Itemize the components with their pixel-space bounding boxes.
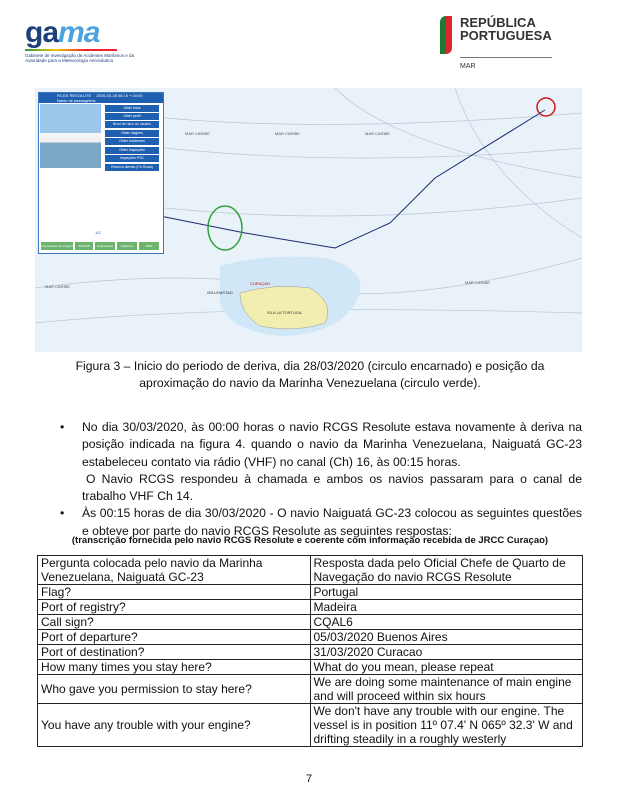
table-row: [38, 645, 583, 660]
answer-cell: Portugal: [310, 585, 583, 600]
panel-button[interactable]: Obter viagens: [105, 130, 159, 137]
vessel-type: Navio de passageiros: [57, 98, 96, 103]
map-label: MAR CARIBE: [45, 284, 70, 289]
header-cell: Resposta dada pelo Oficial Chefe de Quarto de Navegação do navio RCGS Resolute: [310, 556, 583, 585]
panel-button[interactable]: Obter incidentes: [105, 138, 159, 145]
answer-cell: We don't have any trouble with our engine. The vessel is in position 11º 07.4' N 065º 32.3' W and drifting steadily in a roughly westerly: [310, 704, 583, 747]
map-label: ISLA LA TORTUGA: [267, 310, 302, 315]
table-row: [38, 615, 583, 630]
question-cell: Who gave you permission to stay here?: [38, 675, 311, 704]
republic-line2: PORTUGUESA: [460, 28, 552, 43]
table-row: [38, 704, 583, 747]
transcription-note: (transcrição fornecida pelo navio RCGS Resolute e coerente com informação recebida de JRCC Curaçao): [71, 535, 549, 546]
table-row: [38, 630, 583, 645]
table-row: [38, 600, 583, 615]
bullet-list: [60, 419, 582, 540]
bottom-button[interactable]: SIGMAR: [75, 242, 93, 250]
question-cell: Port of departure?: [38, 630, 311, 645]
divider: [460, 57, 552, 58]
panel-button[interactable]: Inspeções PSC: [105, 155, 159, 162]
bottom-button[interactable]: Informações de Viagem: [41, 244, 73, 248]
panel-button[interactable]: Nível de risco do usuário: [105, 121, 159, 128]
answer-cell: Madeira: [310, 600, 583, 615]
republic-line1: REPÚBLICA: [460, 15, 536, 30]
bottom-button[interactable]: RMS: [139, 242, 159, 250]
red-circle-drift-start: [537, 98, 555, 116]
answer-cell: 05/03/2020 Buenos Aires: [310, 630, 583, 645]
question-cell: Flag?: [38, 585, 311, 600]
page-number: 7: [305, 773, 313, 785]
map-label: MAR CARIBE: [275, 131, 300, 136]
question-cell: Port of registry?: [38, 600, 311, 615]
map-label: MAR CARIBE: [465, 280, 490, 285]
answer-cell: 31/03/2020 Curacao: [310, 645, 583, 660]
panel-button[interactable]: Resolva alertas (Ch Rosal): [105, 164, 159, 171]
figure-caption: Figura 3 – Inicio do periodo de deriva, dia 28/03/2020 (circulo encarnado) e posição da aproximação do navio da Marinha Venezuelana (circulo verde).: [75, 359, 545, 390]
gama-subtitle: Gabinete de Investigação de Acidentes Marítimos e da Autoridade para a Meteorologia Aeronáutica: [25, 53, 135, 63]
answer-cell: CQAL6: [310, 615, 583, 630]
map-label: MAR CARIBE: [185, 131, 210, 136]
coat-of-arms-icon: [440, 16, 452, 54]
bottom-button[interactable]: Vigilância: [117, 242, 137, 250]
table-row: [38, 675, 583, 704]
map-label: MAR CARIBE: [365, 131, 390, 136]
table-row: [38, 660, 583, 675]
answer-cell: What do you mean, please repeat: [310, 660, 583, 675]
gama-logo: [25, 18, 135, 63]
bullet-continuation: O Navio RCGS respondeu à chamada e ambos os navios passaram para o canal de trabalho VHF Ch 14.: [82, 471, 582, 504]
panel-button[interactable]: Obter fotos: [105, 105, 159, 112]
question-cell: Port of destination?: [38, 645, 311, 660]
question-cell: You have any trouble with your engine?: [38, 704, 311, 747]
map-label: CURAÇAO: [250, 281, 271, 286]
vessel-info-panel: [38, 92, 164, 254]
header-cell: Pergunta colocada pelo navio da Marinha Venezuelana, Naiguatá GC-23: [38, 556, 311, 585]
gama-wordmark: gama: [25, 16, 100, 49]
vessel-photo: [40, 104, 101, 168]
bullet-item: • Às 00:15 horas de dia 30/03/2020 - O navio Naiguatá GC-23 colocou as seguintes questões e obteve por parte do navio RCGS Resolute as seguintes respostas:: [60, 505, 582, 540]
logo-stripe: [25, 49, 117, 51]
pager[interactable]: 1/2: [95, 230, 101, 235]
map-label: WILLEMSTAD: [207, 290, 233, 295]
table-header-row: [38, 556, 583, 585]
panel-button[interactable]: Obter perfil: [105, 113, 159, 120]
ministry-label: MAR: [460, 63, 476, 70]
bottom-button[interactable]: Dispositivos: [96, 244, 113, 248]
qa-table: [37, 555, 583, 747]
question-cell: Call sign?: [38, 615, 311, 630]
bullet-item: • No dia 30/03/2020, às 00:00 horas o navio RCGS Resolute estava novamente à deriva na posição indicada na figura 4. quando o navio da Marinha Venezuelana, Naiguatá GC-23 estabeleceu contato via rádio (VHF) no canal (Ch) 16, às 00:15 horas.: [60, 419, 582, 471]
panel-button[interactable]: Obter inspeções: [105, 147, 159, 154]
figure-map-screenshot: [35, 88, 582, 352]
answer-cell: We are doing some maintenance of main engine and will proceed within six hours: [310, 675, 583, 704]
question-cell: How many times you stay here?: [38, 660, 311, 675]
vessel-name: RCGS RESOLUTE: [57, 93, 92, 98]
timestamp: 2020-03-28 06:15 + 00:00: [96, 93, 143, 98]
table-row: [38, 585, 583, 600]
